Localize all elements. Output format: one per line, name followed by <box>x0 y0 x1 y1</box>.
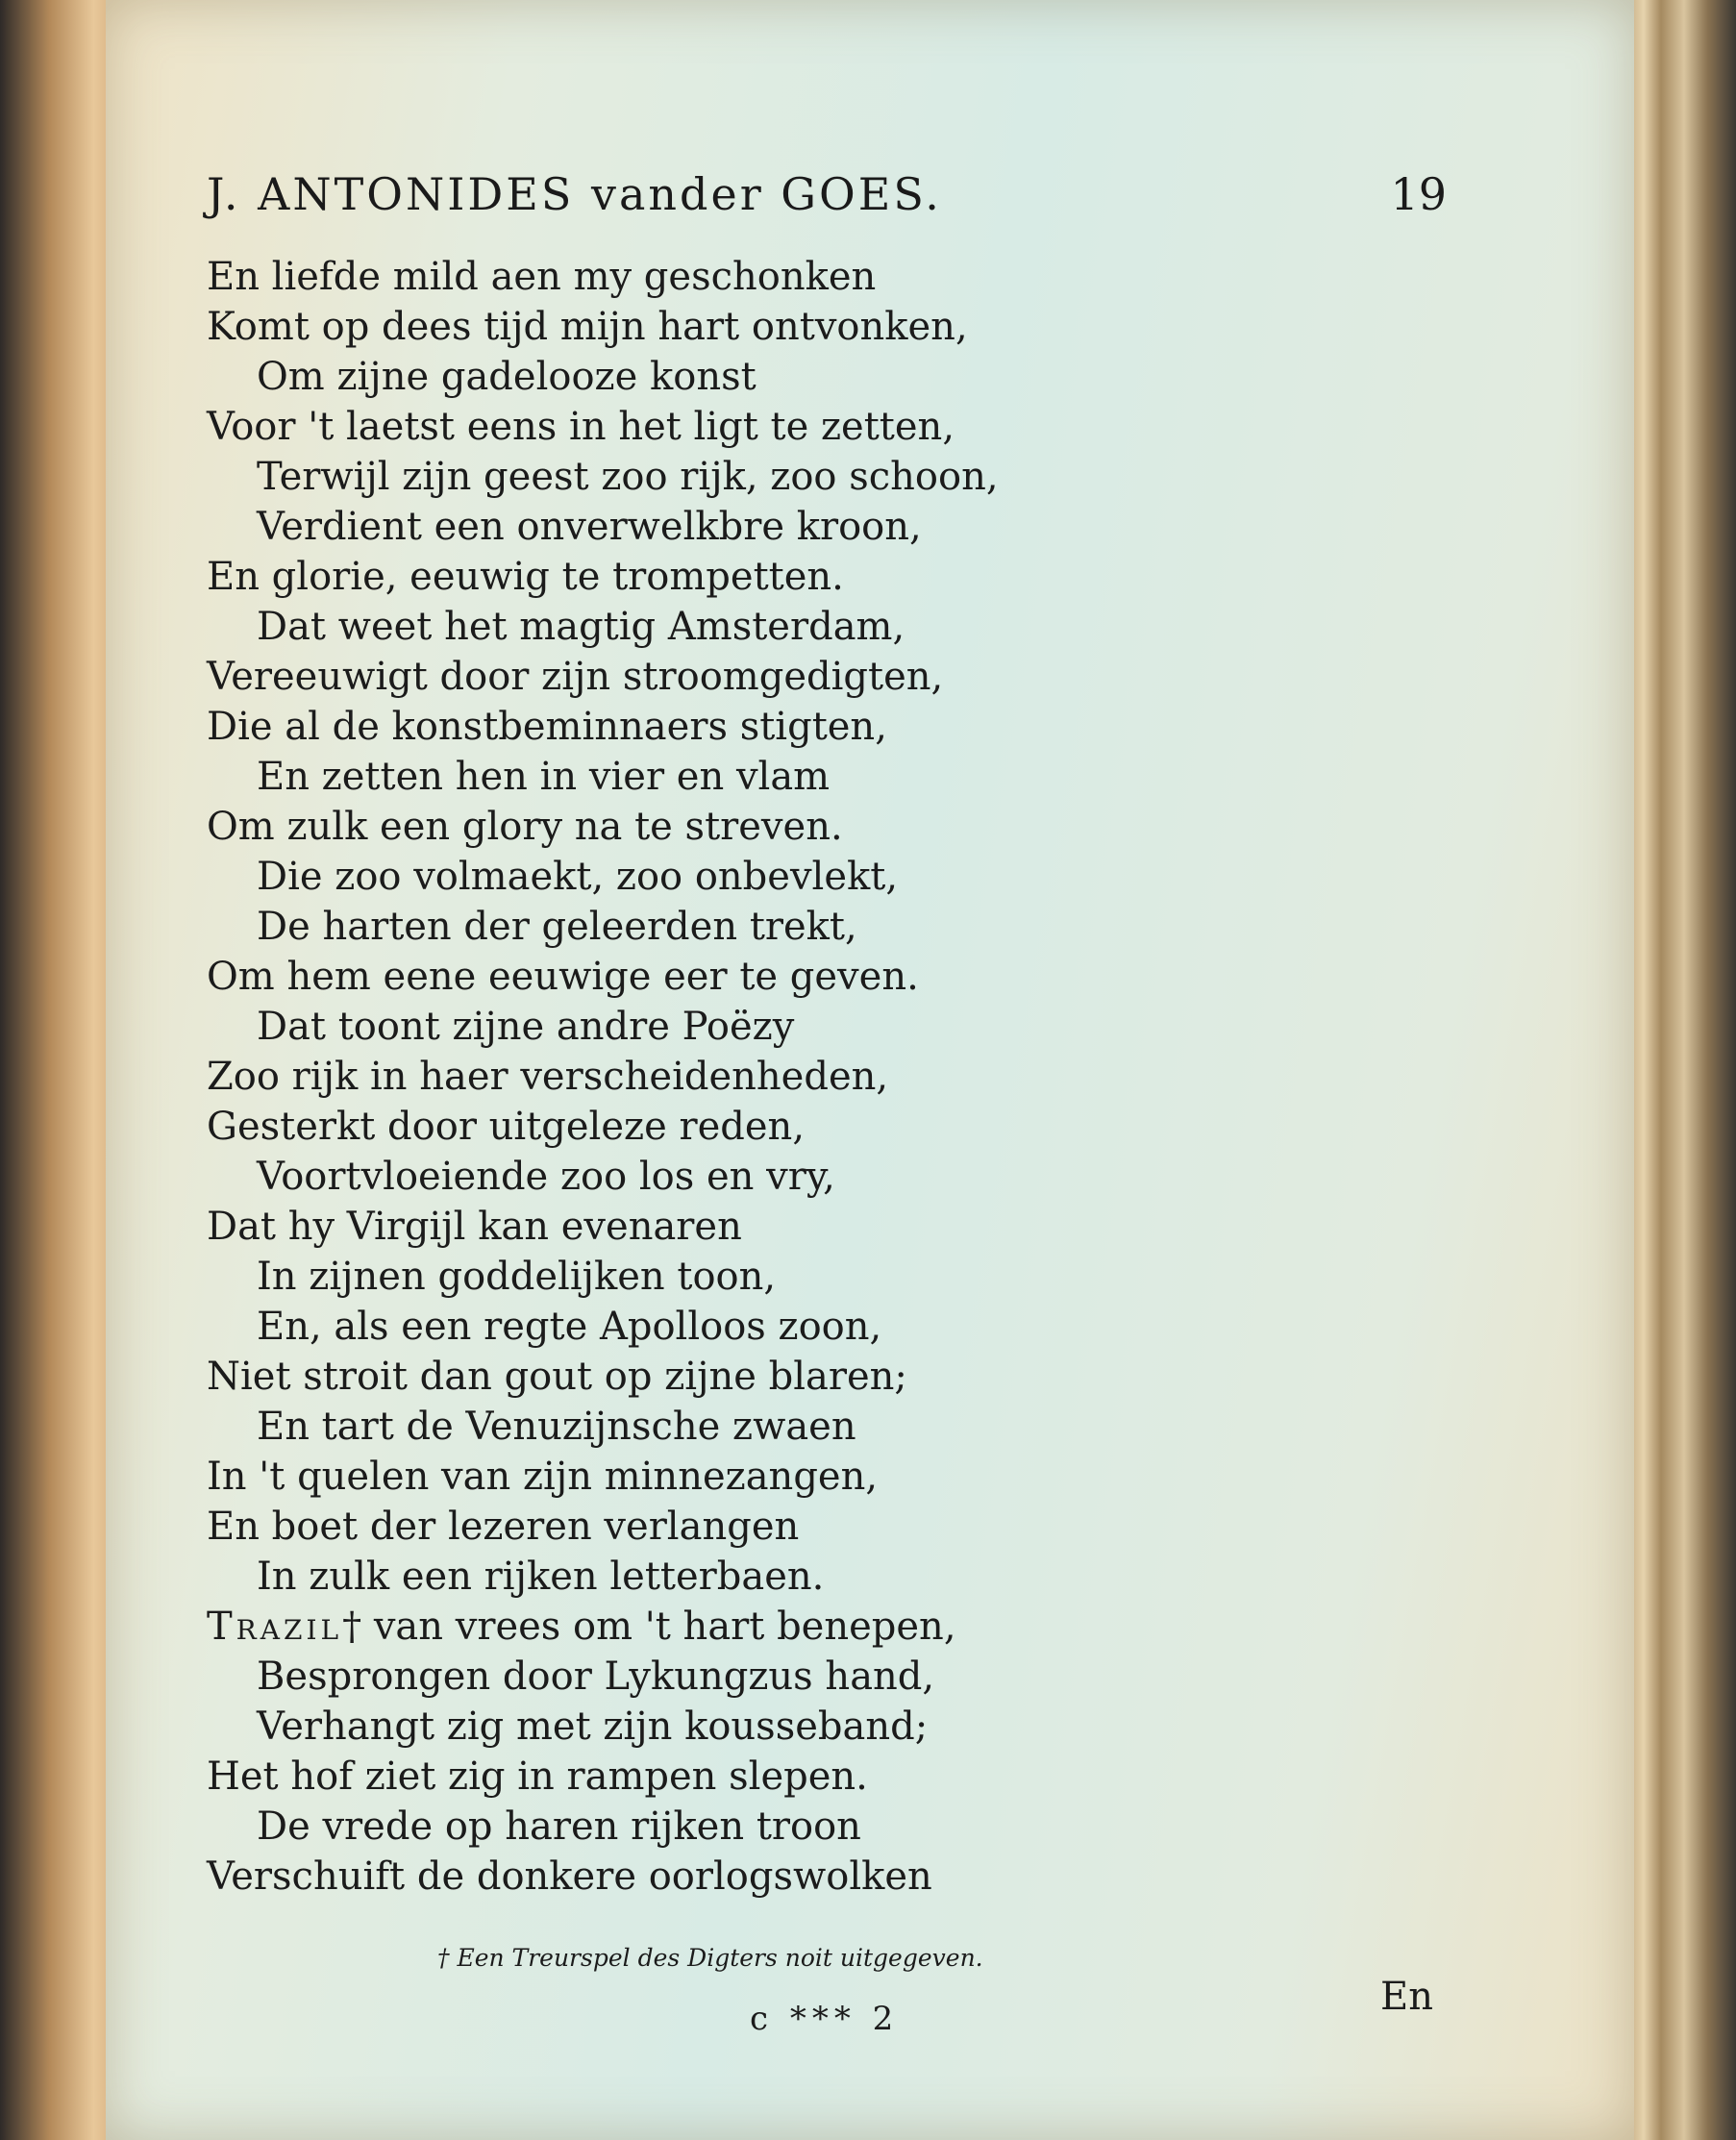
poem-line: Verdient een onverwelkbre kroon, <box>257 505 922 549</box>
poem-line: In zijnen goddelijken toon, <box>257 1255 777 1299</box>
poem-line: Om hem eene eeuwige eer te geven. <box>207 955 919 999</box>
trazil-name: Trazil <box>207 1605 343 1649</box>
poem-line: Die al de konstbeminnaers stigten, <box>207 705 887 749</box>
poem-line: Terwijl zijn geest zoo rijk, zoo schoon, <box>257 455 999 499</box>
page-header <box>207 168 1447 236</box>
page-number: 19 <box>1390 168 1447 220</box>
catchword: En <box>1380 1975 1433 2019</box>
poem-line: In 't quelen van zijn minnezangen, <box>207 1455 879 1499</box>
poem-line: Dat weet het magtig Amsterdam, <box>257 605 905 649</box>
running-head: J. ANTONIDES vander GOES. <box>207 168 942 220</box>
poem-line: Zoo rijk in haer verscheidenheden, <box>207 1055 889 1099</box>
poem-line: De vrede op haren rijken troon <box>257 1804 861 1849</box>
poem-line: En tart de Venuzijnsche zwaen <box>257 1405 856 1449</box>
poem-line: Verschuift de donkere oorlogswolken <box>207 1854 932 1899</box>
signature-mark: c *** 2 <box>750 2000 900 2038</box>
poem-line: En, als een regte Apolloos zoon, <box>257 1305 882 1349</box>
poem-line: Die zoo volmaekt, zoo onbevlekt, <box>257 855 899 899</box>
footnote-dagger: † <box>342 1605 362 1649</box>
poem-line: Besprongen door Lykungzus hand, <box>257 1655 935 1699</box>
poem-line: En liefde mild aen my geschonken <box>207 255 877 299</box>
poem-line: Gesterkt door uitgeleze reden, <box>207 1105 806 1149</box>
poem-line: Dat hy Virgijl kan evenaren <box>207 1205 742 1249</box>
poem-line: Om zulk een glory na te streven. <box>207 805 843 849</box>
poem-line: De harten der geleerden trekt, <box>257 905 857 949</box>
poem-text <box>207 252 1399 1902</box>
poem-line: Voor 't laetst eens in het ligt te zetten, <box>207 405 955 449</box>
poem-line: En zetten hen in vier en vlam <box>257 755 831 799</box>
book-page-edges <box>1621 0 1736 2140</box>
poem-line: Om zijne gadelooze konst <box>257 355 756 399</box>
poem-line: In zulk een rijken letterbaen. <box>257 1555 825 1599</box>
poem-line: Het hof ziet zig in rampen slepen. <box>207 1754 868 1799</box>
poem-line: En boet der lezeren verlangen <box>207 1505 800 1549</box>
footnote: † Een Treurspel des Digters noit uitgegeven. <box>437 1944 983 1972</box>
poem-line: Niet stroit dan gout op zijne blaren; <box>207 1355 907 1399</box>
poem-line: Vereeuwigt door zijn stroomgedigten, <box>207 655 944 699</box>
poem-line-trazil <box>207 1602 1399 1652</box>
poem-line: Dat toont zijne andre Poëzy <box>257 1005 795 1049</box>
poem-line: En glorie, eeuwig te trompetten. <box>207 555 844 599</box>
poem-line-text: van vrees om 't hart benepen, <box>373 1605 956 1649</box>
poem-line: Komt op dees tijd mijn hart ontvonken, <box>207 305 968 349</box>
poem-line: Voortvloeiende zoo los en vry, <box>257 1155 835 1199</box>
poem-line: Verhangt zig met zijn kousseband; <box>257 1705 929 1749</box>
